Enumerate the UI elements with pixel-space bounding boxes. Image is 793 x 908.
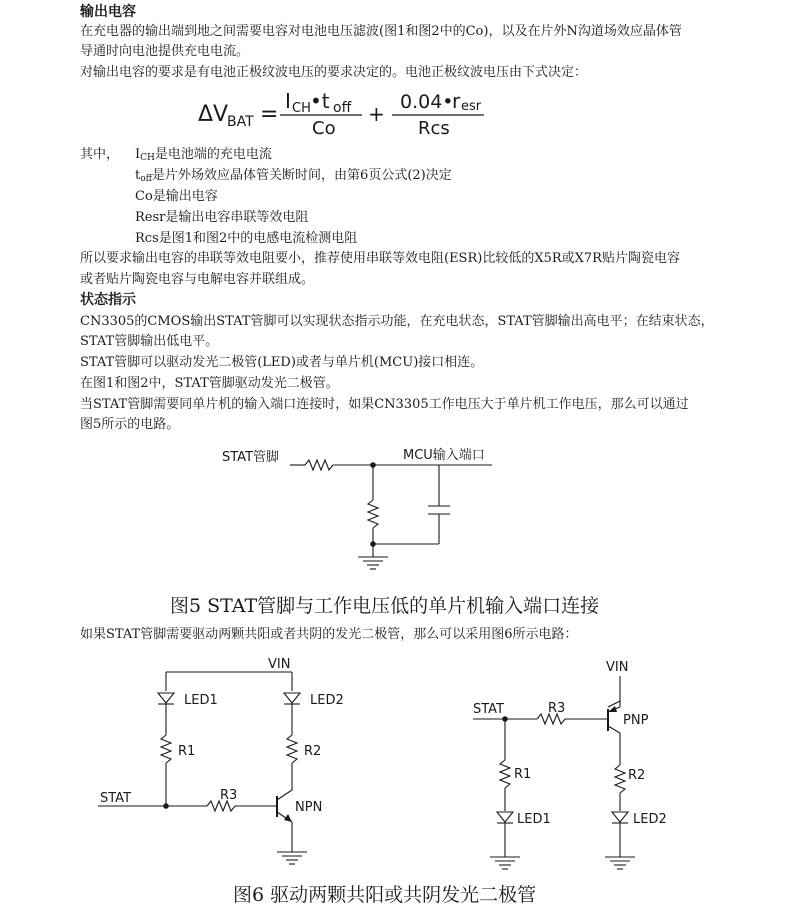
label-r1: R1 [178, 744, 196, 759]
label-r2: R2 [304, 744, 322, 759]
definition-item: Rcs是图1和图2中的电感电流检测电阻 [135, 231, 358, 246]
resistor-symbol [615, 765, 625, 793]
paragraph-line: 在图1和图2中，STAT管脚驱动发光二极管。 [80, 376, 339, 391]
resistor-symbol [287, 735, 297, 763]
figure6-caption: 图6 驱动两颗共阳或共阴发光二极管 [233, 884, 537, 906]
paragraph-line: 所以要求输出电容的串联等效电阻要小，推荐使用串联等效电阻(ESR)比较低的X5R或X7R贴片陶瓷电容 [80, 251, 680, 266]
figure5-caption: 图5 STAT管脚与工作电压低的单片机输入端口连接 [170, 595, 600, 617]
eq-f2-num-sub: esr [461, 99, 482, 114]
eq-f2-num-r: r [452, 89, 461, 113]
definition-item: $t_{off}$是片外场效应晶体管关断时间，由第6页公式(2)决定 [135, 168, 452, 184]
eq-f1-den: Co [312, 118, 336, 139]
resistor-symbol [161, 735, 171, 763]
eq-lhs-delta: ΔV [198, 102, 229, 127]
paragraph-line: 如果STAT管脚需要驱动两颗共阳或者共阴的发光二极管，那么可以采用图6所示电路： [80, 627, 578, 642]
paragraph-line: 或者贴片陶瓷电容与电解电容并联组成。 [80, 272, 315, 287]
paragraph-line: CN3305的CMOS输出STAT管脚可以实现状态指示功能，在充电状态，STAT管脚输出高电平；在结束状态， [80, 314, 714, 329]
label-pnp: PNP [623, 713, 649, 728]
paragraph-line: 当STAT管脚需要同单片机的输入端口连接时，如果CN3305工作电压大于单片机工作电压，那么可以通过 [80, 397, 689, 412]
eq-lhs-sub: BAT [227, 114, 254, 130]
led-symbol [612, 812, 628, 822]
label-r1: R1 [514, 767, 532, 782]
label-r2: R2 [628, 768, 646, 783]
eq-f1-num-sub: CH [292, 101, 311, 116]
label-led1: LED1 [184, 693, 218, 708]
paragraph-line: STAT管脚可以驱动发光二极管(LED)或者与单片机(MCU)接口相连。 [80, 355, 484, 370]
eq-f1-num-rest: •t [310, 89, 330, 113]
label-r3: R3 [548, 701, 566, 716]
led-symbol [497, 812, 513, 822]
led-symbol [284, 693, 300, 703]
section-heading-output-capacitor: 输出电容 [80, 4, 136, 20]
definitions-lead: 其中， [80, 147, 120, 162]
eq-f2-num: 0.04• [400, 91, 454, 113]
junction-dot [163, 803, 169, 809]
eq-f1-num-sub2: off [333, 100, 352, 116]
paragraph-line: 在充电器的输出端到地之间需要电容对电池电压滤波(图1和图2中的Co)，以及在片外N沟道场效应晶体管 [80, 24, 682, 39]
eq-plus: + [368, 102, 385, 126]
label-led2: LED2 [310, 693, 344, 708]
definition-item: Co是输出电容 [135, 189, 218, 204]
label-stat: STAT [473, 702, 505, 717]
label-stat: STAT [100, 791, 132, 806]
label-stat-pin: STAT管脚 [222, 450, 280, 465]
label-led2: LED2 [633, 812, 667, 827]
resistor-symbol [500, 760, 510, 788]
label-vin: VIN [268, 657, 291, 672]
label-vin: VIN [606, 660, 629, 675]
paragraph-line: 图5所示的电路。 [80, 417, 180, 432]
eq-f1-num-i: I [285, 89, 291, 113]
label-led1: LED1 [517, 812, 551, 827]
label-r3: R3 [220, 788, 238, 803]
label-mcu-port: MCU输入端口 [403, 448, 485, 463]
paragraph-line: STAT管脚输出低电平。 [80, 334, 219, 349]
definition-item: $I_{CH}$是电池端的充电电流 [135, 147, 272, 163]
eq-f2-den: Rcs [418, 118, 450, 139]
definition-item: Resr是输出电容串联等效电阻 [135, 210, 309, 225]
label-npn: NPN [295, 800, 323, 815]
paragraph-line: 导通时向电池提供充电电流。 [80, 44, 250, 59]
eq-equals: = [260, 102, 279, 127]
led-symbol [158, 693, 174, 703]
paragraph-line: 对输出电容的要求是有电池正极纹波电压的要求决定的。电池正极纹波电压由下式决定： [80, 65, 588, 80]
section-heading-status: 状态指示 [80, 292, 136, 308]
junction-dot [502, 716, 508, 722]
